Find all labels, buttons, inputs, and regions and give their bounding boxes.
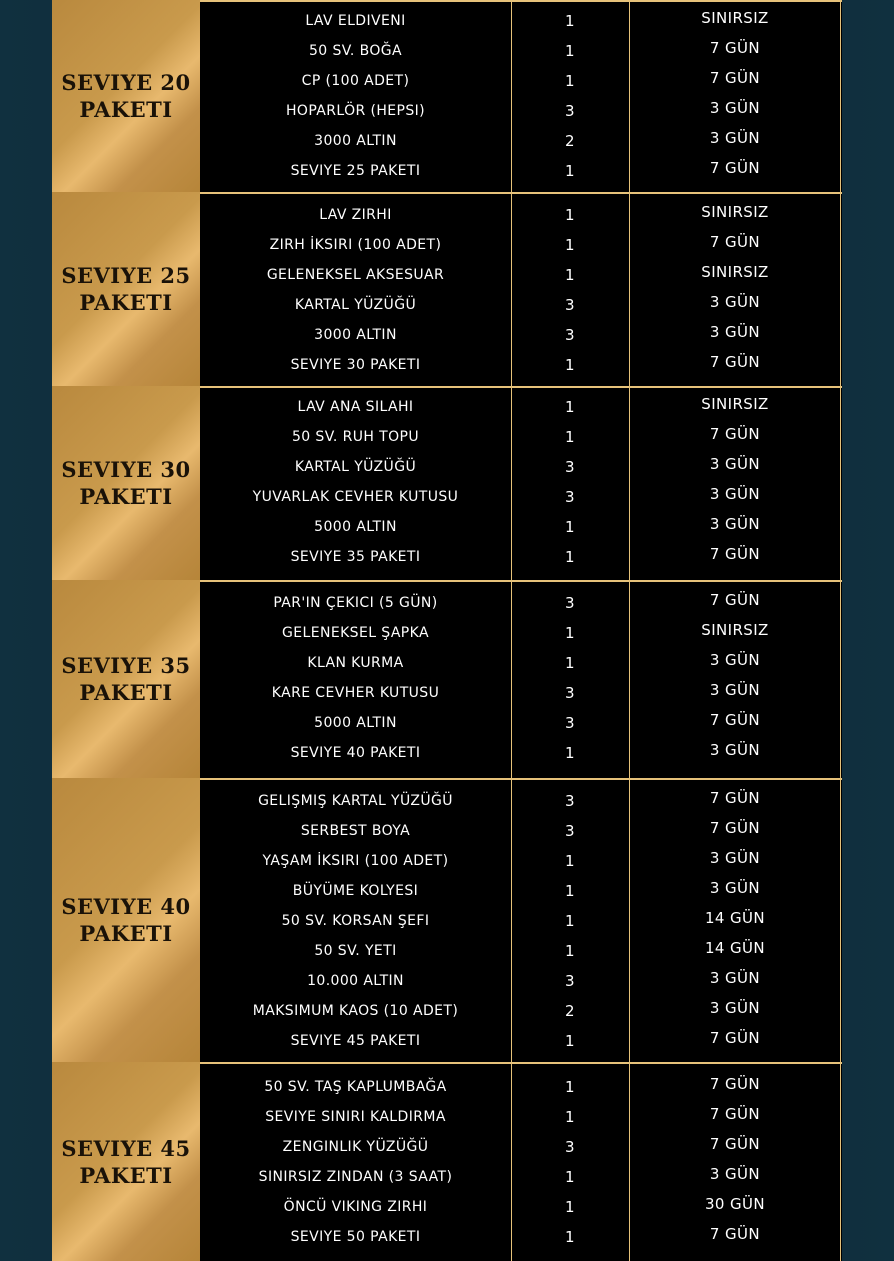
table-row [200,816,840,846]
item-name: LAV ANA SILAHI [297,399,414,415]
table-row [200,996,840,1026]
table-row [200,350,840,380]
item-quantity: 3 [565,684,575,702]
table-row [200,392,840,422]
item-quantity: 1 [565,1228,575,1246]
table-row [200,260,840,290]
item-quantity: 1 [565,206,575,224]
item-duration: 7 GÜN [709,789,761,807]
item-name: SEVIYE 25 PAKETI [290,163,421,179]
item-name: GELENEKSEL ŞAPKA [282,625,429,641]
table-row [200,422,840,452]
item-duration: 3 GÜN [709,849,761,867]
item-duration: 30 GÜN [704,1195,766,1213]
item-quantity: 1 [565,912,575,930]
item-quantity: 1 [565,942,575,960]
table-row [200,648,840,678]
item-quantity: 1 [565,356,575,374]
item-name: SERBEST BOYA [300,823,411,839]
item-duration: 7 GÜN [709,1135,761,1153]
item-name: 50 SV. BOĞA [308,43,403,59]
item-name: SINIRSIZ ZINDAN (3 SAAT) [258,1169,453,1185]
table-row [200,1132,840,1162]
item-quantity: 1 [565,1108,575,1126]
item-duration: 7 GÜN [709,591,761,609]
item-name: SEVIYE 40 PAKETI [290,745,421,761]
package-rows [200,0,842,192]
item-quantity: 1 [565,518,575,536]
item-name: SEVIYE SINIRI KALDIRMA [265,1109,446,1125]
item-quantity: 1 [565,852,575,870]
package-label-cell [52,580,200,778]
table-row [200,876,840,906]
item-quantity: 1 [565,266,575,284]
level-package-table [52,0,842,1261]
item-name: 3000 ALTIN [314,327,397,343]
item-quantity: 1 [565,744,575,762]
item-name: YAŞAM İKSIRI (100 ADET) [262,853,449,869]
item-name: GELENEKSEL AKSESUAR [266,267,445,283]
item-name: ZENGINLIK YÜZÜĞÜ [282,1139,429,1155]
item-duration: 7 GÜN [709,1105,761,1123]
item-name: SEVIYE 45 PAKETI [290,1033,421,1049]
item-quantity: 3 [565,102,575,120]
item-duration: 3 GÜN [709,999,761,1017]
item-duration: 7 GÜN [709,69,761,87]
table-row [200,96,840,126]
item-name: ÖNCÜ VIKING ZIRHI [283,1199,428,1215]
item-duration: 3 GÜN [709,99,761,117]
item-duration: 7 GÜN [709,39,761,57]
table-row [200,1192,840,1222]
item-name: KLAN KURMA [307,655,404,671]
item-quantity: 2 [565,1002,575,1020]
table-row [200,1026,840,1056]
package-block [52,386,842,580]
item-name: ZIRH İKSIRI (100 ADET) [269,237,442,253]
item-duration: 7 GÜN [709,1029,761,1047]
item-duration: 7 GÜN [709,425,761,443]
item-duration: 3 GÜN [709,1165,761,1183]
column-divider [840,780,841,1062]
item-duration: 7 GÜN [709,1075,761,1093]
item-quantity: 3 [565,296,575,314]
package-rows [200,778,842,1062]
item-name: 3000 ALTIN [314,133,397,149]
table-row [200,906,840,936]
item-name: KARE CEVHER KUTUSU [271,685,440,701]
item-quantity: 1 [565,1198,575,1216]
table-row [200,786,840,816]
item-duration: 14 GÜN [704,909,766,927]
item-duration: 3 GÜN [709,485,761,503]
package-block [52,1062,842,1261]
table-row [200,1222,840,1252]
item-name: PAR'IN ÇEKICI (5 GÜN) [273,595,438,611]
item-quantity: 3 [565,1138,575,1156]
table-row [200,1072,840,1102]
column-divider [840,194,841,386]
table-row [200,588,840,618]
item-name: LAV ZIRHI [319,207,392,223]
package-rows [200,580,842,778]
item-duration: SINIRSIZ [701,621,769,639]
item-name: 50 SV. TAŞ KAPLUMBAĞA [264,1079,447,1095]
table-row [200,966,840,996]
item-duration: 7 GÜN [709,353,761,371]
item-duration: 7 GÜN [709,1225,761,1243]
package-rows [200,1062,842,1261]
item-name: CP (100 ADET) [301,73,410,89]
table-row [200,6,840,36]
item-quantity: 1 [565,42,575,60]
item-duration: 3 GÜN [709,651,761,669]
item-quantity: 1 [565,624,575,642]
item-quantity: 3 [565,792,575,810]
package-block [52,192,842,386]
item-quantity: 1 [565,72,575,90]
package-block [52,580,842,778]
item-name: 5000 ALTIN [314,519,397,535]
table-row [200,452,840,482]
package-label: SEVIYE 20 PAKETI [61,70,191,122]
item-name: MAKSIMUM KAOS (10 ADET) [252,1003,459,1019]
item-duration: SINIRSIZ [701,203,769,221]
column-divider [840,2,841,192]
item-name: 5000 ALTIN [314,715,397,731]
item-name: KARTAL YÜZÜĞÜ [294,297,417,313]
item-duration: 3 GÜN [709,741,761,759]
item-name: 50 SV. KORSAN ŞEFI [281,913,430,929]
item-duration: 3 GÜN [709,879,761,897]
item-name: 50 SV. RUH TOPU [291,429,420,445]
item-quantity: 1 [565,398,575,416]
item-name: 10.000 ALTIN [307,973,404,989]
package-block [52,0,842,192]
item-quantity: 3 [565,458,575,476]
package-label: SEVIYE 25 PAKETI [61,263,191,315]
table-row [200,320,840,350]
item-quantity: 1 [565,12,575,30]
item-quantity: 3 [565,326,575,344]
item-quantity: 3 [565,822,575,840]
column-divider [840,388,841,580]
table-row [200,230,840,260]
package-label-cell [52,192,200,386]
column-divider [840,582,841,778]
table-row [200,512,840,542]
item-quantity: 3 [565,714,575,732]
table-row [200,36,840,66]
table-row [200,618,840,648]
item-duration: 3 GÜN [709,323,761,341]
item-quantity: 1 [565,1168,575,1186]
column-divider [840,1064,841,1261]
table-row [200,708,840,738]
item-quantity: 1 [565,654,575,672]
item-quantity: 1 [565,548,575,566]
item-quantity: 1 [565,1078,575,1096]
item-name: HOPARLÖR (HEPSI) [285,103,426,119]
item-duration: 7 GÜN [709,159,761,177]
item-duration: 3 GÜN [709,969,761,987]
package-rows [200,192,842,386]
item-quantity: 1 [565,428,575,446]
item-duration: 14 GÜN [704,939,766,957]
item-name: SEVIYE 35 PAKETI [290,549,421,565]
table-row [200,482,840,512]
item-name: GELIŞMIŞ KARTAL YÜZÜĞÜ [258,793,453,809]
item-duration: SINIRSIZ [701,9,769,27]
item-duration: 3 GÜN [709,293,761,311]
item-duration: SINIRSIZ [701,263,769,281]
item-duration: SINIRSIZ [701,395,769,413]
table-row [200,678,840,708]
item-quantity: 1 [565,162,575,180]
item-duration: 3 GÜN [709,129,761,147]
package-label-cell [52,1062,200,1261]
table-row [200,156,840,186]
item-quantity: 2 [565,132,575,150]
item-duration: 7 GÜN [709,819,761,837]
table-row [200,126,840,156]
table-row [200,738,840,768]
item-duration: 7 GÜN [709,545,761,563]
package-label-cell [52,778,200,1062]
item-name: YUVARLAK CEVHER KUTUSU [252,489,459,505]
table-row [200,1102,840,1132]
table-row [200,290,840,320]
package-rows [200,386,842,580]
table-row [200,936,840,966]
item-name: KARTAL YÜZÜĞÜ [294,459,417,475]
table-row [200,66,840,96]
package-label-cell [52,0,200,192]
item-quantity: 3 [565,488,575,506]
item-name: 50 SV. YETI [314,943,397,959]
item-quantity: 3 [565,972,575,990]
item-duration: 7 GÜN [709,711,761,729]
item-name: SEVIYE 30 PAKETI [290,357,421,373]
package-label: SEVIYE 30 PAKETI [61,457,191,509]
table-row [200,542,840,572]
item-name: BÜYÜME KOLYESI [292,883,419,899]
package-label: SEVIYE 45 PAKETI [61,1135,191,1188]
item-name: LAV ELDIVENI [305,13,406,29]
item-name: SEVIYE 50 PAKETI [290,1229,421,1245]
item-duration: 3 GÜN [709,681,761,699]
item-quantity: 1 [565,236,575,254]
item-quantity: 1 [565,882,575,900]
table-row [200,846,840,876]
package-block [52,778,842,1062]
item-quantity: 3 [565,594,575,612]
table-row [200,200,840,230]
item-duration: 3 GÜN [709,455,761,473]
package-label: SEVIYE 35 PAKETI [61,653,191,705]
package-label: SEVIYE 40 PAKETI [61,894,191,946]
package-label-cell [52,386,200,580]
item-duration: 3 GÜN [709,515,761,533]
table-row [200,1162,840,1192]
item-duration: 7 GÜN [709,233,761,251]
item-quantity: 1 [565,1032,575,1050]
